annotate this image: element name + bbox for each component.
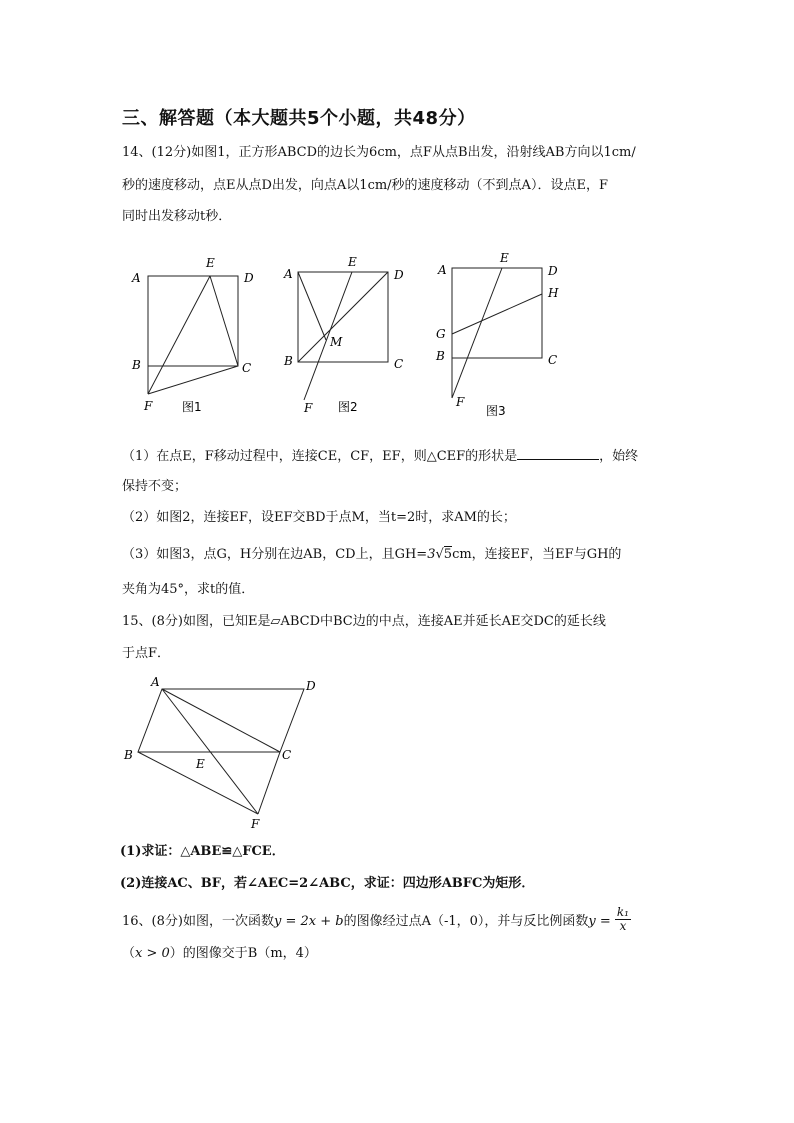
q16-text-b: 的图像经过点A（-1，0），并与反比例函数 [343,914,589,929]
q16-paren-open: （ [122,946,136,961]
q14-figure-2 [282,252,422,420]
label-e: E [206,256,215,270]
label-f: F [251,817,260,831]
label-e: E [348,255,357,269]
q14-part2: （2）如图2，连接EF，设EF交BD于点M，当t=2时，求AM的长； [122,510,516,525]
fig3-caption: 图3 [486,404,506,418]
label-b: B [132,358,141,372]
label-a: A [438,263,447,277]
section-title: 三、解答题（本大题共5个小题，共48分） [122,108,476,129]
label-a: A [151,675,160,689]
q14-part3-line1 [122,546,621,564]
q15-part2: (2)连接AC、BF，若∠AEC=2∠ABC，求证：四边形ABFC为矩形． [120,876,535,891]
inverse-function-lhs: y = [588,914,611,929]
q16-line1 [122,905,631,935]
label-e: E [500,251,509,265]
inverse-function-fraction [615,906,631,933]
q14-line3: 同时出发移动t秒． [122,209,232,224]
q14-part1-line2: 保持不变； [122,479,188,494]
label-f: F [456,395,465,409]
label-a: A [132,271,141,285]
q14-part1-line1 [122,447,638,466]
q14-part3-tail: cm，连接EF，当EF与GH的 [452,547,622,562]
label-b: B [124,748,133,762]
q16-text-c: ）的图像交于B（m，4） [169,946,317,961]
label-f: F [304,401,313,415]
answer-blank[interactable] [517,447,599,460]
label-c: C [394,357,404,371]
label-b: B [436,349,445,363]
label-m: M [330,335,343,349]
domain-condition: x > 0 [135,946,170,961]
linear-function: y = 2x + b [273,914,344,929]
q14-figure-1 [128,252,268,420]
sqrt-symbol: √ [435,547,444,562]
fraction-denominator: x [619,919,627,933]
label-d: D [306,679,316,693]
sqrt-radicand: 5 [443,547,453,562]
q15-line1: 15、(8分)如图，已知E是▱ABCD中BC边的中点，连接AE并延长AE交DC的延长线 [122,614,606,629]
fraction-numerator: k₁ [616,905,629,919]
q15-figure [118,672,334,832]
label-e: E [196,757,205,771]
q14-line1: 14、(12分)如图1，正方形ABCD的边长为6cm，点F从点B出发，沿射线AB方向以1cm/ [122,145,636,160]
label-c: C [548,353,558,367]
label-d: D [244,271,254,285]
q14-part1-text: （1）在点E，F移动过程中，连接CE，CF，EF，则△CEF的形状是 [122,449,518,464]
q15-part1: (1)求证：△ABE≌△FCE． [120,844,285,859]
q14-part1-tail: ，始终 [599,449,639,464]
label-a: A [284,267,293,281]
q14-figure-3 [432,248,572,424]
q14-part3-line2: 夹角为45°，求t的值． [122,582,255,597]
fig1-caption: 图1 [182,400,202,414]
label-d: D [548,264,558,278]
label-h: H [548,286,559,300]
q14-part3-text: （3）如图3，点G，H分别在边AB，CD上，且GH= [122,547,428,562]
sqrt-coefficient: 3 [427,547,436,562]
q16-line2 [122,945,317,963]
label-d: D [394,268,404,282]
label-f: F [144,399,153,413]
label-b: B [284,354,293,368]
label-c: C [282,748,292,762]
label-g: G [436,327,446,341]
fig2-caption: 图2 [338,400,358,414]
q16-text-a: 16、(8分)如图，一次函数 [122,914,274,929]
label-c: C [242,361,252,375]
q15-line2: 于点F． [122,646,171,661]
q14-line2: 秒的速度移动，点E从点D出发，向点A以1cm/秒的速度移动（不到点A）．设点E，F [122,178,608,193]
